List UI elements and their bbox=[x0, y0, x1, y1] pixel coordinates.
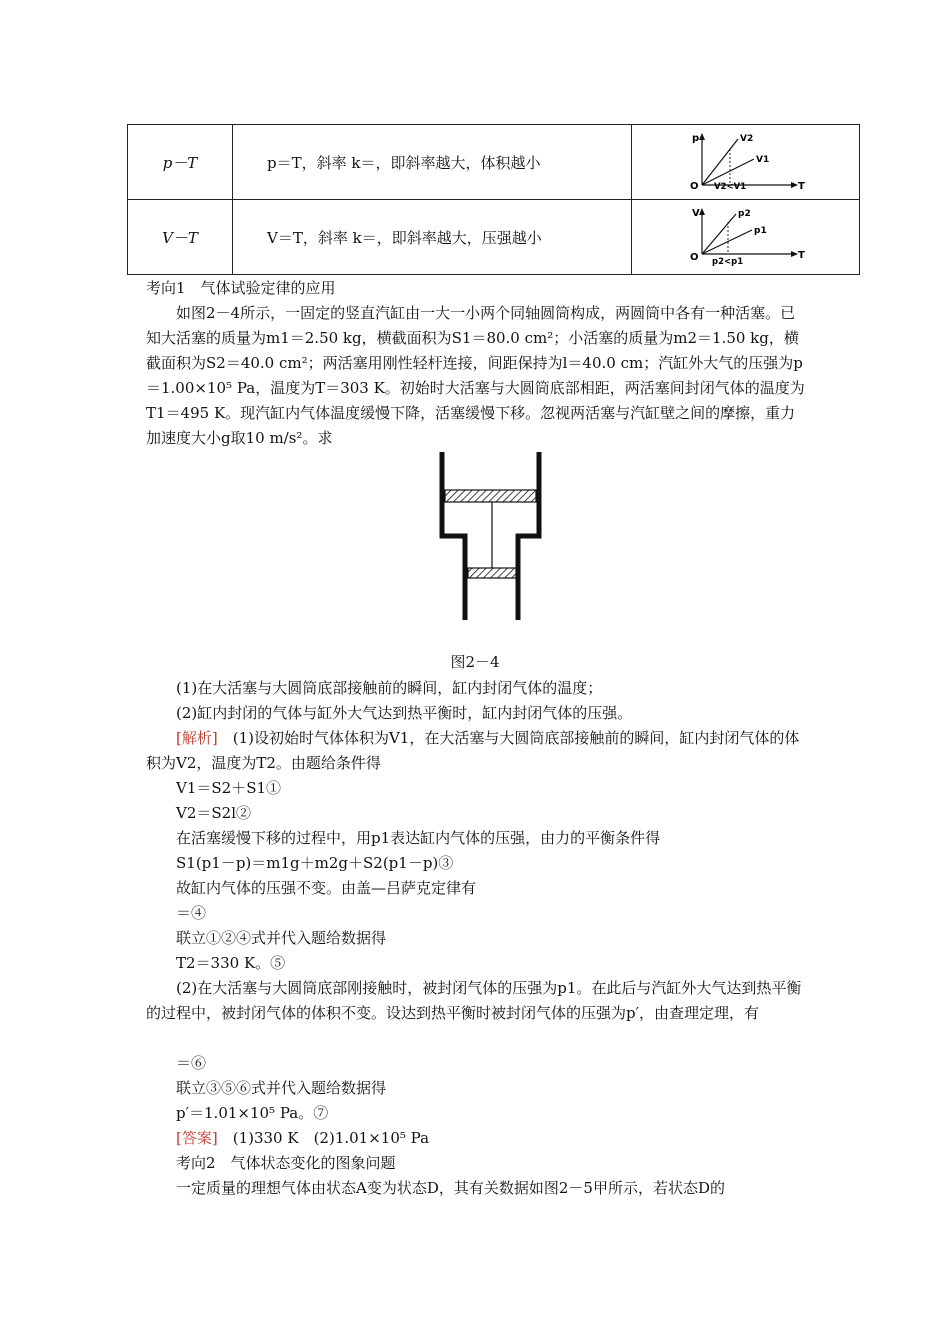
graph-line-bottom-label: p1 bbox=[753, 226, 767, 236]
analysis-line: 故缸内气体的压强不变。由盖—吕萨克定律有 bbox=[176, 879, 477, 897]
equation-2: V2＝S2l② bbox=[176, 804, 251, 822]
answer-text: (1)330 K (2)1.01×10⁵ Pa bbox=[217, 1129, 430, 1147]
equation-5: T2＝330 K。⑤ bbox=[176, 954, 286, 972]
equation-4: ＝④ bbox=[176, 904, 207, 922]
graph-relation-label: V2<V1 bbox=[713, 182, 746, 191]
section2-heading: 考向2 气体状态变化的图象问题 bbox=[176, 1154, 396, 1172]
analysis-intro: (1)设初始时气体体积为V1，在大活塞与大圆筒底部接触前的瞬间，缸内封闭气体的体积为V2，温度为T2。由题给条件得 bbox=[146, 729, 800, 772]
section1-problem: 如图2－4所示，一固定的竖直汽缸由一大一小两个同轴圆筒构成，两圆筒中各有一种活塞。已知大活塞的质量为m1＝2.50 kg，横截面积为S1＝80.0 cm²；小活塞的质量为m2＝1.50 kg，横截面积为S2＝40.0 cm²；两活塞用刚性轻杆连接，间距保持为l＝40.0 cm；汽缸外大气的压强为p＝1.00×10⁵ Pa，温度为T＝303 K。初始时大活塞与大圆筒底部相距，两活塞间封闭气体的温度为T1＝495 K。现汽缸内气体温度缓慢下降，活塞缓慢下移。忽视两活塞与汽缸壁之间的摩擦，重力加速度大小g取10 m/s²。求 bbox=[146, 304, 805, 447]
equation-7: p′＝1.01×10⁵ Pa。⑦ bbox=[176, 1104, 329, 1122]
question-1: (1)在大活塞与大圆筒底部接触前的瞬间，缸内封闭气体的温度； bbox=[176, 679, 603, 697]
analysis-line: 联立③⑤⑥式并代入题给数据得 bbox=[176, 1079, 387, 1097]
law-comparison-table bbox=[127, 124, 860, 275]
graph-origin-label: O bbox=[689, 252, 699, 263]
section2-problem: 一定质量的理想气体由状态A变为状态D，其有关数据如图2－5甲所示，若状态D的 bbox=[176, 1179, 725, 1197]
row-graph bbox=[632, 125, 860, 200]
graph-x-label: T bbox=[797, 250, 805, 261]
graph-relation-label: p2<p1 bbox=[711, 257, 743, 266]
row-label: p－T bbox=[128, 125, 233, 200]
large-piston bbox=[445, 490, 536, 502]
table-row bbox=[128, 200, 860, 275]
small-piston bbox=[468, 568, 516, 578]
analysis-line: 在活塞缓慢下移的过程中，用p1表达缸内气体的压强，由力的平衡条件得 bbox=[176, 829, 661, 847]
answer-tag: [答案] bbox=[176, 1129, 218, 1147]
section1-heading: 考向1 气体试验定律的应用 bbox=[146, 279, 336, 297]
row-formula: V＝T，斜率 k＝，即斜率越大，压强越小 bbox=[233, 200, 632, 275]
graph-line-bottom-label: V1 bbox=[755, 155, 769, 165]
equation-3: S1(p1－p)＝m1g＋m2g＋S2(p1－p)③ bbox=[176, 854, 454, 872]
equation-1: V1＝S2＋S1① bbox=[176, 779, 282, 797]
analysis-tag: [解析] bbox=[176, 729, 218, 747]
answer-paragraph bbox=[146, 1126, 806, 1151]
row-formula: p＝T，斜率 k＝，即斜率越大，体积越小 bbox=[233, 125, 632, 200]
analysis-line: 联立①②④式并代入题给数据得 bbox=[176, 929, 387, 947]
analysis-paragraph bbox=[146, 726, 806, 776]
cylinder-figure bbox=[432, 452, 548, 622]
question-2: (2)缸内封闭的气体与缸外大气达到热平衡时，缸内封闭气体的压强。 bbox=[176, 704, 633, 722]
table-row bbox=[128, 125, 860, 200]
figure-caption: 图2－4 bbox=[450, 653, 500, 671]
graph-line-top-label: V2 bbox=[739, 134, 753, 144]
graph-line-top-label: p2 bbox=[737, 209, 751, 219]
analysis-part2: (2)在大活塞与大圆筒底部刚接触时，被封闭气体的压强为p1。在此后与汽缸外大气达到热平衡的过程中，被封闭气体的体积不变。设达到热平衡时被封闭气体的压强为p′，由查理定理，有 bbox=[146, 979, 802, 1022]
graph-x-label: T bbox=[797, 181, 805, 191]
p-t-graph bbox=[686, 129, 806, 191]
graph-y-label: V bbox=[691, 208, 700, 219]
graph-y-label: p bbox=[691, 133, 699, 144]
v-t-graph bbox=[686, 204, 806, 266]
graph-origin-label: O bbox=[689, 181, 699, 191]
equation-6: ＝⑥ bbox=[176, 1054, 207, 1072]
row-graph bbox=[632, 200, 860, 275]
row-label: V－T bbox=[128, 200, 233, 275]
